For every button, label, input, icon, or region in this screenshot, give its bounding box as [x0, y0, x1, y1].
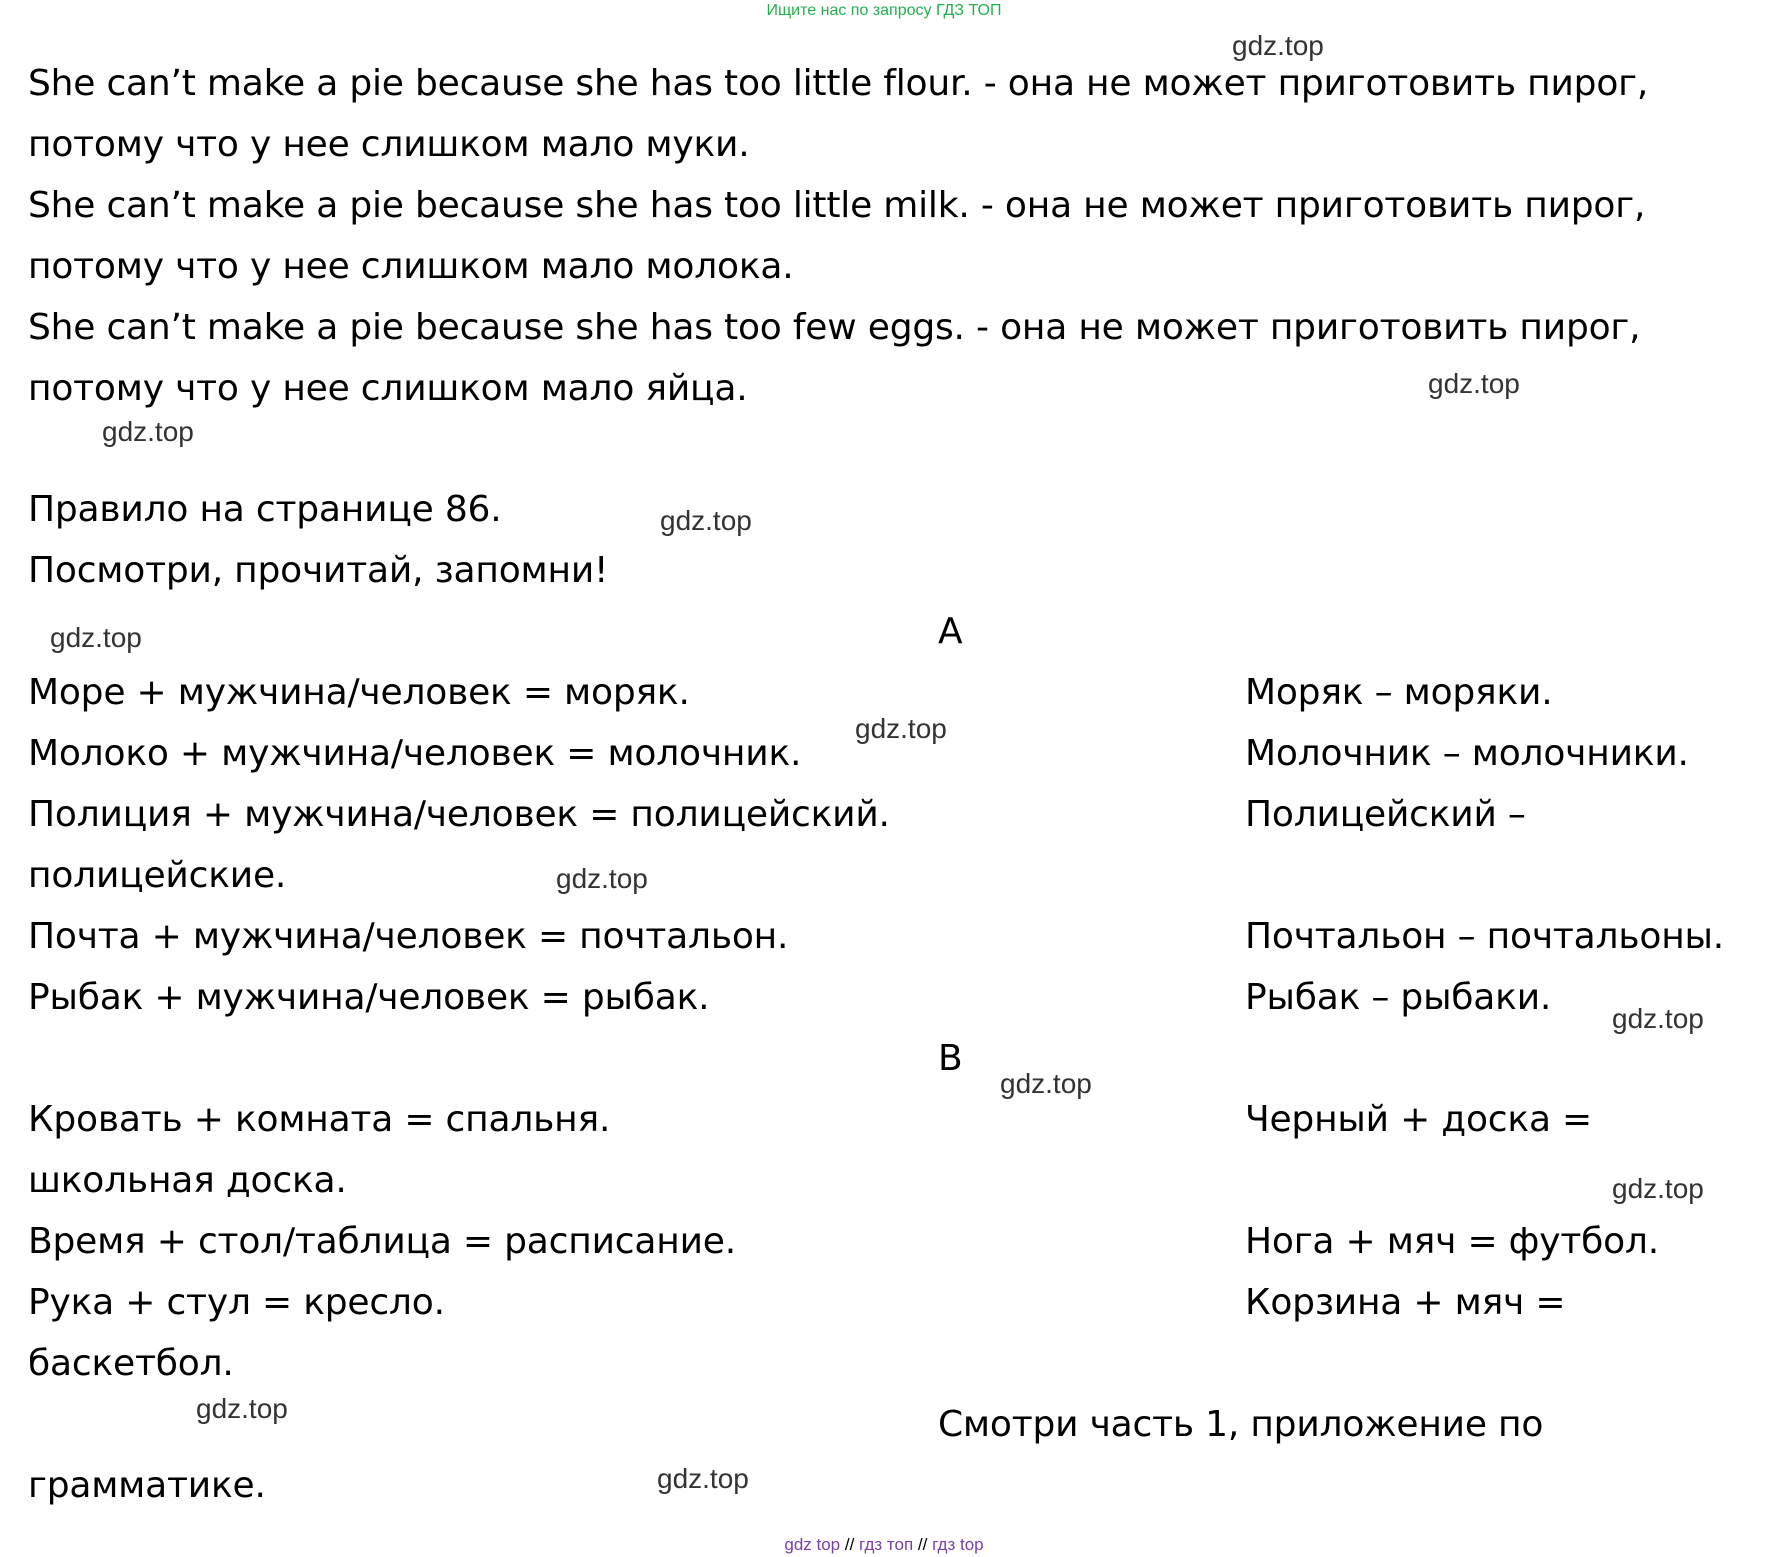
- instruction-text: Посмотри, прочитай, запомни!: [28, 550, 609, 591]
- watermark: gdz.top: [1612, 1003, 1704, 1034]
- footer-links: [0, 1535, 1768, 1555]
- footer-link-2[interactable]: гдз топ: [859, 1535, 914, 1554]
- answer-line-3: She can’t make a pie because she has too little milk. - она не может приготовить пирог,: [28, 185, 1646, 226]
- section-a-right-4: Почтальон – почтальоны.: [1245, 916, 1724, 957]
- watermark: gdz.top: [1000, 1068, 1092, 1099]
- section-a-left-2: Молоко + мужчина/человек = молочник.: [28, 733, 802, 774]
- section-a-left-4: полицейские.: [28, 855, 287, 896]
- section-b-left-5: баскетбол.: [28, 1343, 234, 1384]
- section-a-left-1: Море + мужчина/человек = моряк.: [28, 672, 690, 713]
- section-b-left-1: Кровать + комната = спальня.: [28, 1099, 611, 1140]
- watermark: gdz.top: [855, 713, 947, 744]
- answer-line-1: She can’t make a pie because she has too little flour. - она не может приготовить пирог,: [28, 63, 1649, 104]
- section-b-right-1: Черный + доска =: [1245, 1099, 1593, 1140]
- watermark: gdz.top: [196, 1393, 288, 1424]
- section-b-left-2: школьная доска.: [28, 1160, 347, 1201]
- section-a-right-2: Молочник – молочники.: [1245, 733, 1689, 774]
- see-also-line-2: грамматике.: [28, 1465, 266, 1506]
- watermark: gdz.top: [102, 416, 194, 447]
- watermark: gdz.top: [50, 622, 142, 653]
- watermark: gdz.top: [1612, 1173, 1704, 1204]
- answer-line-4: потому что у нее слишком мало молока.: [28, 246, 794, 287]
- answer-line-5: She can’t make a pie because she has too few eggs. - она не может приготовить пирог,: [28, 307, 1641, 348]
- section-a-right-5: Рыбак – рыбаки.: [1245, 977, 1552, 1018]
- watermark: gdz.top: [556, 863, 648, 894]
- watermark: gdz.top: [1428, 368, 1520, 399]
- see-also-line-1: Смотри часть 1, приложение по: [938, 1404, 1544, 1445]
- answer-line-2: потому что у нее слишком мало муки.: [28, 124, 750, 165]
- section-b-heading: B: [938, 1038, 963, 1079]
- section-a-right-1: Моряк – моряки.: [1245, 672, 1553, 713]
- section-a-left-3: Полиция + мужчина/человек = полицейский.: [28, 794, 890, 835]
- section-b-left-4: Рука + стул = кресло.: [28, 1282, 445, 1323]
- footer-link-3[interactable]: гдз top: [932, 1535, 984, 1554]
- search-hint[interactable]: Ищите нас по запросу ГДЗ ТОП: [766, 2, 1002, 19]
- watermark: gdz.top: [657, 1463, 749, 1494]
- footer-link-1[interactable]: gdz top: [784, 1535, 841, 1554]
- section-b-right-3: Корзина + мяч =: [1245, 1282, 1566, 1323]
- watermark: gdz.top: [1232, 30, 1324, 61]
- answer-line-6: потому что у нее слишком мало яйца.: [28, 368, 748, 409]
- section-a-left-5: Почта + мужчина/человек = почтальон.: [28, 916, 789, 957]
- section-a-heading: A: [938, 611, 963, 652]
- footer-separator: //: [917, 1535, 928, 1554]
- rule-reference: Правило на странице 86.: [28, 489, 502, 530]
- section-b-left-3: Время + стол/таблица = расписание.: [28, 1221, 736, 1262]
- section-a-left-6: Рыбак + мужчина/человек = рыбак.: [28, 977, 710, 1018]
- watermark: gdz.top: [660, 505, 752, 536]
- section-b-right-2: Нога + мяч = футбол.: [1245, 1221, 1659, 1262]
- section-a-right-3: Полицейский –: [1245, 794, 1526, 835]
- footer-separator: //: [844, 1535, 855, 1554]
